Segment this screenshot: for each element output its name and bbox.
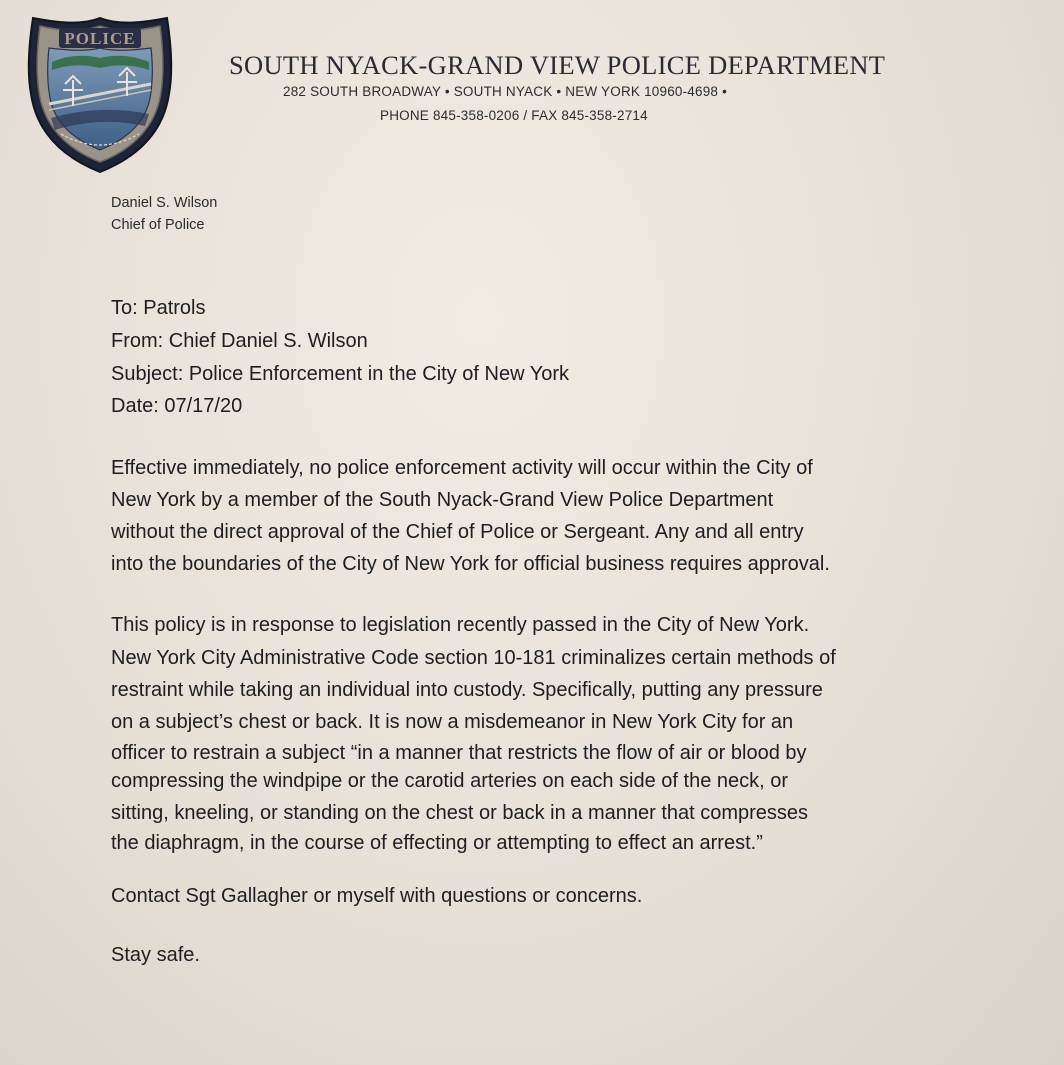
memo-to: To: Patrols xyxy=(111,297,206,319)
chief-name: Daniel S. Wilson xyxy=(111,195,218,211)
memo-date: Date: 07/17/20 xyxy=(111,395,243,417)
department-address: 282 SOUTH BROADWAY • SOUTH NYACK • NEW YORK 10960-4698 • xyxy=(283,84,728,99)
paragraph-line: This policy is in response to legislation recently passed in the City of New York. xyxy=(111,614,810,636)
paragraph-line: Effective immediately, no police enforcement activity will occur within the City of xyxy=(111,457,813,479)
paragraph-line: into the boundaries of the City of New York for official business requires approval. xyxy=(111,553,830,575)
paragraph-line: compressing the windpipe or the carotid arteries on each side of the neck, or xyxy=(111,770,789,792)
patch-text: POLICE xyxy=(64,29,136,48)
memo-from: From: Chief Daniel S. Wilson xyxy=(111,330,368,352)
paragraph-line: New York by a member of the South Nyack-Grand View Police Department xyxy=(111,489,774,511)
department-phone-fax: PHONE 845-358-0206 / FAX 845-358-2714 xyxy=(380,108,648,123)
paragraph-line: on a subject’s chest or back. It is now a misdemeanor in New York City for an xyxy=(111,711,794,733)
police-patch-logo xyxy=(25,14,175,176)
paragraph-line: sitting, kneeling, or standing on the chest or back in a manner that compresses xyxy=(111,802,809,824)
paragraph-line: the diaphragm, in the course of effecting or attempting to effect an arrest.” xyxy=(111,832,763,854)
paragraph-line: officer to restrain a subject “in a manner that restricts the flow of air or blood by xyxy=(111,742,807,764)
department-name: SOUTH NYACK-GRAND VIEW POLICE DEPARTMENT xyxy=(229,50,886,80)
closing-line: Stay safe. xyxy=(111,944,200,966)
chief-title: Chief of Police xyxy=(111,217,205,233)
memo-subject: Subject: Police Enforcement in the City of New York xyxy=(111,363,570,385)
paragraph-line: restraint while taking an individual into custody. Specifically, putting any pressure xyxy=(111,679,823,701)
paragraph-line: without the direct approval of the Chief of Police or Sergeant. Any and all entry xyxy=(111,521,804,543)
paragraph-line: New York City Administrative Code section 10-181 criminalizes certain methods of xyxy=(111,647,836,669)
contact-line: Contact Sgt Gallagher or myself with questions or concerns. xyxy=(111,885,643,907)
